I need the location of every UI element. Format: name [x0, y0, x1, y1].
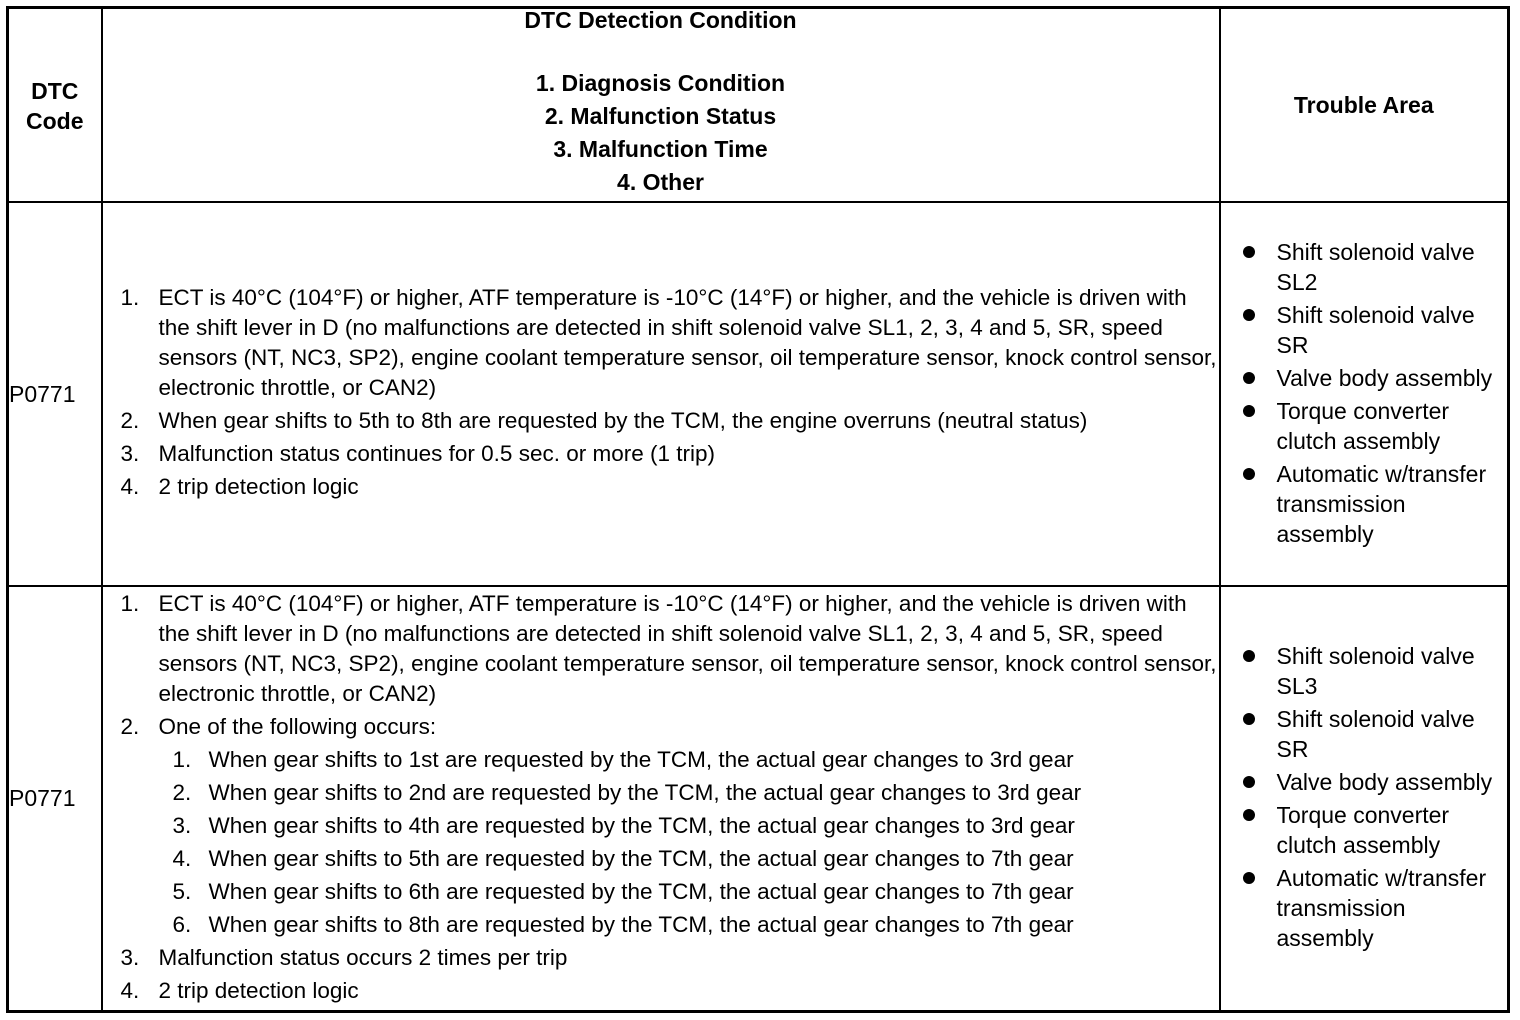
dtc-code-cell: P0771 [8, 202, 102, 586]
condition-item [121, 406, 1219, 436]
table-header-row [8, 8, 1509, 203]
condition-text: ECT is 40°C (104°F) or higher, ATF temperature is -10°C (14°F) or higher, and the vehicle is driven with the shift lever in D (no malfunctions are detected in shift solenoid valve SL1, 2, 3, 4 and 5, SR, speed sensors (NT, NC3, SP2), engine coolant temperature sensor, oil temperature sensor, knock control sensor, electronic throttle, or CAN2) [158, 285, 1217, 401]
trouble-area-text: Torque converter clutch assembly [1276, 802, 1450, 859]
condition-text: When gear shifts to 5th to 8th are requested by the TCM, the engine overruns (neutral status) [158, 408, 1088, 434]
condition-text: Malfunction status continues for 0.5 sec. or more (1 trip) [158, 441, 715, 467]
bullet-icon [1243, 776, 1255, 788]
header-condition-title: DTC Detection Condition [524, 7, 797, 34]
condition-number: 4. [120, 977, 140, 1003]
header-condition-item: 4. Other [617, 169, 704, 196]
sub-condition-item [173, 877, 1219, 907]
trouble-area-text: Automatic w/transfer transmission assembly [1276, 460, 1487, 547]
condition-item [121, 589, 1219, 709]
sub-condition-number: 4. [172, 845, 192, 871]
header-detection-condition [102, 8, 1220, 203]
header-condition-item: 1. Diagnosis Condition [535, 70, 786, 97]
condition-number: 4. [120, 474, 140, 500]
sub-condition-text: When gear shifts to 1st are requested by the TCM, the actual gear changes to 3rd gear [208, 746, 1074, 772]
trouble-area-cell [1220, 586, 1509, 1011]
trouble-area-item [1243, 237, 1508, 297]
trouble-area-text: Shift solenoid valve SR [1276, 301, 1475, 358]
trouble-area-item [1243, 704, 1508, 764]
trouble-area-item [1243, 363, 1508, 393]
sub-condition-text: When gear shifts to 5th are requested by the TCM, the actual gear changes to 7th gear [208, 845, 1074, 871]
condition-text: 2 trip detection logic [158, 977, 359, 1003]
condition-number: 1. [120, 285, 140, 311]
trouble-area-item [1243, 396, 1508, 456]
bullet-icon [1243, 809, 1255, 821]
trouble-area-item [1243, 459, 1508, 549]
bullet-icon [1243, 309, 1255, 321]
sub-condition-item [173, 745, 1219, 775]
sub-condition-text: When gear shifts to 4th are requested by the TCM, the actual gear changes to 3rd gear [208, 812, 1075, 838]
dtc-table [6, 6, 1510, 1013]
condition-text: ECT is 40°C (104°F) or higher, ATF temperature is -10°C (14°F) or higher, and the vehicle is driven with the shift lever in D (no malfunctions are detected in shift solenoid valve SL1, 2, 3, 4 and 5, SR, speed sensors (NT, NC3, SP2), engine coolant temperature sensor, oil temperature sensor, knock control sensor, electronic throttle, or CAN2) [158, 590, 1217, 706]
bullet-icon [1243, 650, 1255, 662]
condition-list [103, 589, 1219, 1006]
bullet-icon [1243, 405, 1255, 417]
bullet-icon [1243, 468, 1255, 480]
dtc-code-cell: P0771 [8, 586, 102, 1011]
bullet-icon [1243, 713, 1255, 725]
sub-condition-number: 5. [172, 878, 192, 904]
header-condition-list [103, 67, 1219, 199]
condition-item [121, 976, 1219, 1006]
trouble-area-list [1221, 237, 1508, 549]
trouble-area-text: Automatic w/transfer transmission assembly [1276, 865, 1487, 952]
sub-condition-number: 2. [172, 779, 192, 805]
sub-condition-number: 3. [172, 812, 192, 838]
condition-item [121, 472, 1219, 502]
trouble-area-item [1243, 641, 1508, 701]
header-condition-item: 3. Malfunction Time [553, 136, 768, 163]
condition-number: 2. [120, 408, 140, 434]
condition-text: Malfunction status occurs 2 times per trip [158, 944, 568, 970]
header-dtc-code [8, 8, 102, 203]
sub-condition-number: 1. [172, 746, 192, 772]
sub-condition-item [173, 811, 1219, 841]
trouble-area-text: Shift solenoid valve SL2 [1276, 238, 1475, 295]
sub-condition-text: When gear shifts to 2nd are requested by the TCM, the actual gear changes to 3rd gear [208, 779, 1082, 805]
header-trouble-area: Trouble Area [1220, 8, 1509, 203]
condition-cell [102, 586, 1220, 1011]
trouble-area-item [1243, 300, 1508, 360]
trouble-area-text: Torque converter clutch assembly [1276, 397, 1450, 454]
condition-number: 2. [120, 713, 140, 739]
trouble-area-item [1243, 767, 1508, 797]
table-row [8, 586, 1509, 1011]
condition-text: 2 trip detection logic [158, 474, 359, 500]
trouble-area-text: Valve body assembly [1276, 769, 1493, 796]
trouble-area-item [1243, 800, 1508, 860]
bullet-icon [1243, 246, 1255, 258]
sub-condition-item [173, 910, 1219, 940]
sub-condition-number: 6. [172, 911, 192, 937]
bullet-icon [1243, 372, 1255, 384]
condition-number: 1. [120, 590, 140, 616]
sub-condition-text: When gear shifts to 8th are requested by the TCM, the actual gear changes to 7th gear [208, 911, 1074, 937]
condition-text: One of the following occurs: [158, 713, 437, 739]
sub-condition-item [173, 844, 1219, 874]
sub-condition-text: When gear shifts to 6th are requested by the TCM, the actual gear changes to 7th gear [208, 878, 1074, 904]
trouble-area-text: Shift solenoid valve SL3 [1276, 643, 1475, 700]
sub-condition-list [159, 745, 1219, 940]
trouble-area-list [1221, 641, 1508, 953]
header-dtc-code-line2: Code [26, 108, 84, 135]
condition-item [121, 283, 1219, 403]
condition-cell [102, 202, 1220, 586]
trouble-area-cell [1220, 202, 1509, 586]
sub-condition-item [173, 778, 1219, 808]
trouble-area-text: Valve body assembly [1276, 364, 1493, 391]
trouble-area-item [1243, 863, 1508, 953]
header-dtc-code-line1: DTC [31, 78, 79, 105]
condition-item [121, 712, 1219, 940]
condition-item [121, 943, 1219, 973]
condition-number: 3. [120, 441, 140, 467]
condition-item [121, 439, 1219, 469]
table-row [8, 202, 1509, 586]
trouble-area-text: Shift solenoid valve SR [1276, 706, 1475, 763]
condition-number: 3. [120, 944, 140, 970]
bullet-icon [1243, 872, 1255, 884]
condition-list [103, 283, 1219, 502]
header-condition-item: 2. Malfunction Status [544, 103, 777, 130]
